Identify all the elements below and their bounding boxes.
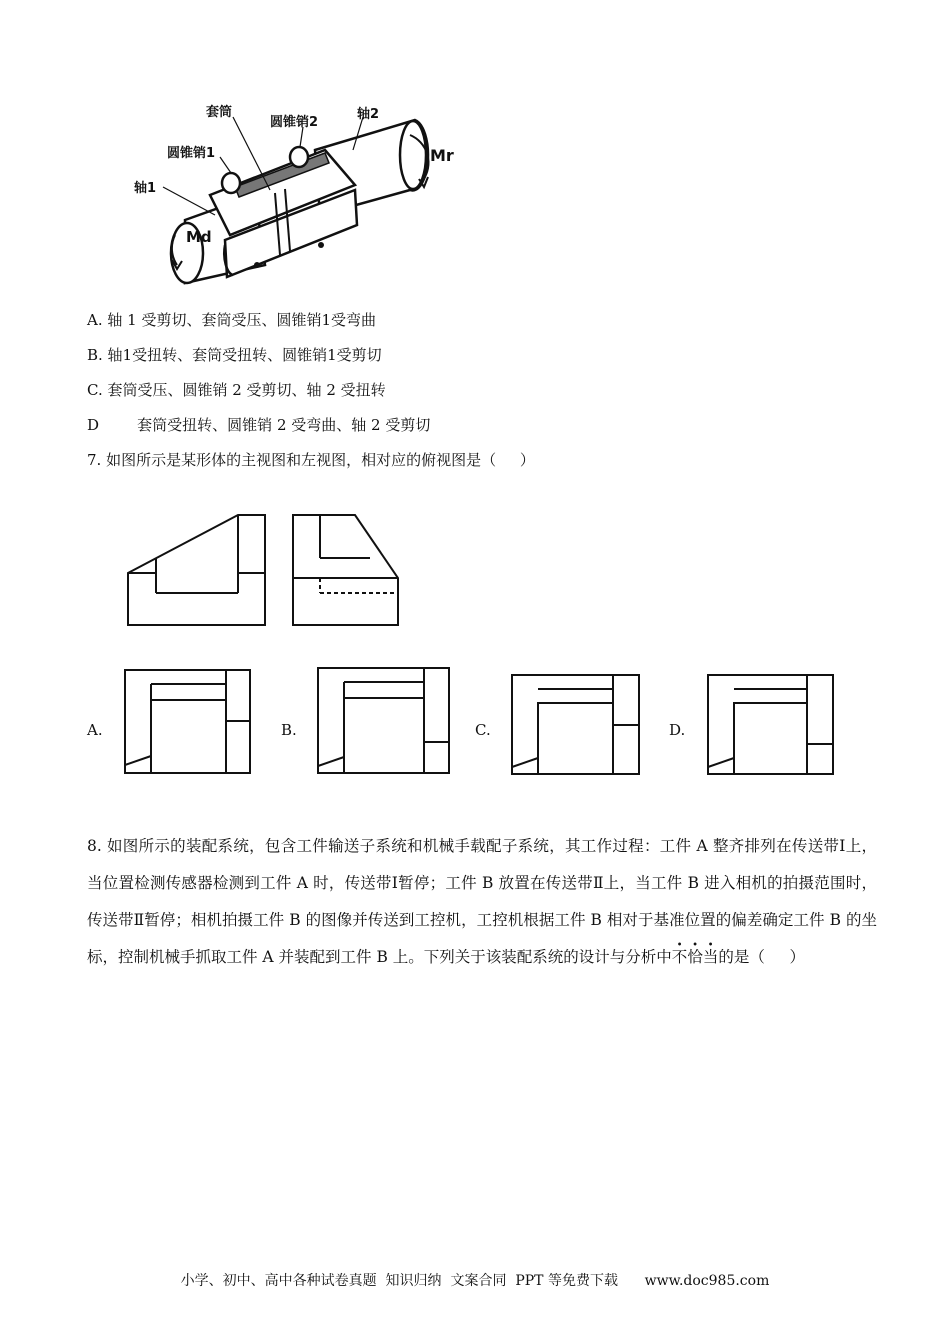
label-mr: Mr xyxy=(430,146,454,165)
front-view-drawing xyxy=(125,510,270,630)
q8-emphasis-2: 恰 xyxy=(687,948,703,966)
label-shaft2: 轴2 xyxy=(357,107,380,122)
label-md: Md xyxy=(186,228,212,246)
q6-option-b: B. 轴1受扭转、套筒受扭转、圆锥销1受剪切 xyxy=(87,346,382,364)
q8-question xyxy=(87,828,877,976)
q7-option-a-label: A. xyxy=(87,721,103,739)
top-view-option-b[interactable] xyxy=(316,666,452,776)
top-view-option-a[interactable] xyxy=(123,668,253,776)
q7-option-c-label: C. xyxy=(475,721,491,739)
label-pin1: 圆锥销1 xyxy=(167,146,216,161)
left-view-drawing xyxy=(290,510,405,630)
top-view-option-c[interactable] xyxy=(510,673,642,777)
q7-option-b-label: B. xyxy=(281,721,297,739)
q6-option-a: A. 轴 1 受剪切、套筒受压、圆锥销1受弯曲 xyxy=(87,311,376,329)
label-pin2: 圆锥销2 xyxy=(270,115,319,130)
q8-text-before: 8. 如图所示的装配系统，包含工件输送子系统和机械手载配子系统，其工作过程：工件 A 整齐排列在传送带Ⅰ上，当位置检测传感器检测到工件 A 时，传送带Ⅰ暂停；工件 B 放置在传送带Ⅱ上，当工件 B 进入相机的拍摄范围时，传送带Ⅱ暂停；相机拍摄工件 B 的图像并传送到工控机，工控机根据工件 B 相对于基准位置的偏差确定工件 B 的坐标，控制机械手抓取工件 A 并装配到工件 B 上。下列关于该装配系统的设计与分析中 xyxy=(87,837,877,966)
top-view-option-d[interactable] xyxy=(706,673,836,777)
q7-option-d-label: D. xyxy=(669,721,686,739)
q8-emphasis-3: 当 xyxy=(702,948,719,966)
q6-option-c: C. 套筒受压、圆锥销 2 受剪切、轴 2 受扭转 xyxy=(87,381,386,399)
label-sleeve: 套筒 xyxy=(206,105,233,120)
label-shaft1: 轴1 xyxy=(134,181,157,196)
page-footer: 小学、初中、高中各种试卷真题 知识归纳 文案合同 PPT 等免费下载 www.doc985.com xyxy=(180,1273,770,1289)
q6-option-d: D 套筒受扭转、圆锥销 2 受弯曲、轴 2 受剪切 xyxy=(87,416,431,434)
q8-emphasis-1: 不 xyxy=(671,948,688,966)
q7-question: 7. 如图所示是某形体的主视图和左视图，相对应的俯视图是（ ） xyxy=(87,451,535,469)
q8-text-after: 的是（ ） xyxy=(718,948,805,966)
